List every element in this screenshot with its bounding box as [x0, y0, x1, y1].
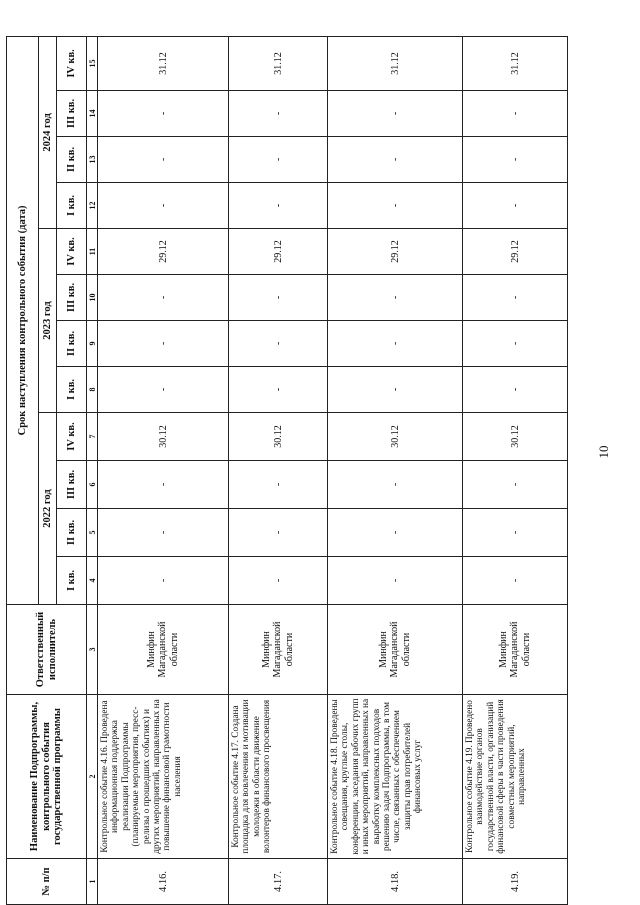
empty-quarter-cell: -	[229, 137, 328, 183]
event-date-cell: 30.12	[98, 413, 229, 461]
empty-quarter-cell: -	[98, 183, 229, 229]
empty-quarter-cell: -	[328, 509, 463, 557]
col-number: 2	[87, 695, 98, 859]
page-number: 10	[596, 445, 611, 459]
empty-quarter-cell: -	[229, 321, 328, 367]
empty-quarter-cell: -	[98, 509, 229, 557]
header-2023-q1: I кв.	[57, 367, 87, 413]
control-events-table	[6, 36, 568, 905]
col-number: 4	[87, 557, 98, 605]
empty-quarter-cell: -	[328, 275, 463, 321]
empty-quarter-cell: -	[98, 275, 229, 321]
row-number: 4.18.	[328, 859, 463, 905]
event-name: Контрольное событие 4.16. Проведена информационная поддержка реализации Подпрограммы (планируемые мероприятия, пресс-релизы о прошедших событиях) и других мероприятий, направленных на повышение финансовой грамотности населения	[98, 695, 229, 859]
empty-quarter-cell: -	[463, 183, 568, 229]
header-2022-q2: II кв.	[57, 509, 87, 557]
row-number: 4.17.	[229, 859, 328, 905]
table-row	[229, 36, 328, 904]
empty-quarter-cell: -	[98, 461, 229, 509]
row-number: 4.16.	[98, 859, 229, 905]
empty-quarter-cell: -	[98, 367, 229, 413]
event-date-cell: 29.12	[463, 229, 568, 275]
event-name: Контрольное событие 4.18. Проведены совещания, круглые столы, конференции, заседания рабочих групп и иных мероприятий, направленных на выработку комплексных подходов решению задач Подпрограммы, в том числе, связанных с обеспечением защиты прав потребителей финансовых услуг	[328, 695, 463, 859]
row-number: 4.19.	[463, 859, 568, 905]
header-period: Срок наступления контрольного события (дата)	[7, 36, 39, 604]
header-2022-q3: III кв.	[57, 461, 87, 509]
event-date-cell: 30.12	[328, 413, 463, 461]
event-date-cell: 31.12	[98, 36, 229, 90]
event-date-cell: 31.12	[229, 36, 328, 90]
empty-quarter-cell: -	[463, 509, 568, 557]
responsible-executor: Минфин Магаданской области	[463, 605, 568, 695]
col-number: 12	[87, 183, 98, 229]
col-number: 11	[87, 229, 98, 275]
empty-quarter-cell: -	[229, 367, 328, 413]
header-executor: Ответственный исполнитель	[7, 605, 87, 695]
empty-quarter-cell: -	[98, 137, 229, 183]
header-2022-q1: I кв.	[57, 557, 87, 605]
empty-quarter-cell: -	[229, 461, 328, 509]
empty-quarter-cell: -	[328, 183, 463, 229]
col-number: 13	[87, 137, 98, 183]
empty-quarter-cell: -	[463, 275, 568, 321]
col-number: 6	[87, 461, 98, 509]
empty-quarter-cell: -	[463, 367, 568, 413]
responsible-executor: Минфин Магаданской области	[328, 605, 463, 695]
header-2023-q2: II кв.	[57, 321, 87, 367]
empty-quarter-cell: -	[463, 91, 568, 137]
header-2024-q2: II кв.	[57, 137, 87, 183]
event-date-cell: 30.12	[229, 413, 328, 461]
empty-quarter-cell: -	[328, 461, 463, 509]
empty-quarter-cell: -	[463, 321, 568, 367]
empty-quarter-cell: -	[328, 91, 463, 137]
header-name: Наименование Подпрограммы, контрольного события государственной программы	[7, 695, 87, 859]
empty-quarter-cell: -	[328, 557, 463, 605]
empty-quarter-cell: -	[229, 509, 328, 557]
header-2024-q4: IV кв.	[57, 36, 87, 90]
col-number: 5	[87, 509, 98, 557]
empty-quarter-cell: -	[229, 91, 328, 137]
header-year-2023: 2023 год	[39, 229, 57, 413]
event-date-cell: 29.12	[229, 229, 328, 275]
col-number: 15	[87, 36, 98, 90]
col-number: 9	[87, 321, 98, 367]
responsible-executor: Минфин Магаданской области	[229, 605, 328, 695]
table-row	[98, 36, 229, 904]
empty-quarter-cell: -	[98, 91, 229, 137]
empty-quarter-cell: -	[328, 137, 463, 183]
empty-quarter-cell: -	[463, 137, 568, 183]
event-date-cell: 31.12	[328, 36, 463, 90]
table-row	[328, 36, 463, 904]
header-year-2022: 2022 год	[39, 413, 57, 605]
header-2023-q4: IV кв.	[57, 229, 87, 275]
empty-quarter-cell: -	[229, 275, 328, 321]
empty-quarter-cell: -	[229, 183, 328, 229]
header-year-2024: 2024 год	[39, 36, 57, 228]
event-name: Контрольное событие 4.17. Создана площадка для вовлечения и мотивации молодежи в области движение волонтеров финансового просвещения	[229, 695, 328, 859]
header-2024-q1: I кв.	[57, 183, 87, 229]
header-2022-q4: IV кв.	[57, 413, 87, 461]
event-date-cell: 31.12	[463, 36, 568, 90]
empty-quarter-cell: -	[463, 557, 568, 605]
empty-quarter-cell: -	[98, 321, 229, 367]
event-date-cell: 29.12	[328, 229, 463, 275]
col-number: 8	[87, 367, 98, 413]
header-2024-q3: III кв.	[57, 91, 87, 137]
col-number: 14	[87, 91, 98, 137]
header-num: № п/п	[7, 859, 87, 905]
col-number: 1	[87, 859, 98, 905]
event-date-cell: 29.12	[98, 229, 229, 275]
empty-quarter-cell: -	[328, 367, 463, 413]
empty-quarter-cell: -	[98, 557, 229, 605]
responsible-executor: Минфин Магаданской области	[98, 605, 229, 695]
empty-quarter-cell: -	[328, 321, 463, 367]
col-number: 7	[87, 413, 98, 461]
header-2023-q3: III кв.	[57, 275, 87, 321]
col-number: 3	[87, 605, 98, 695]
event-date-cell: 30.12	[463, 413, 568, 461]
empty-quarter-cell: -	[229, 557, 328, 605]
col-number: 10	[87, 275, 98, 321]
table-row	[463, 36, 568, 904]
event-name: Контрольное событие 4.19. Проведено взаимодействие органов государственной власти, организаций финансовой сферы в части проведения совместных мероприятий, направленных	[463, 695, 568, 859]
empty-quarter-cell: -	[463, 461, 568, 509]
